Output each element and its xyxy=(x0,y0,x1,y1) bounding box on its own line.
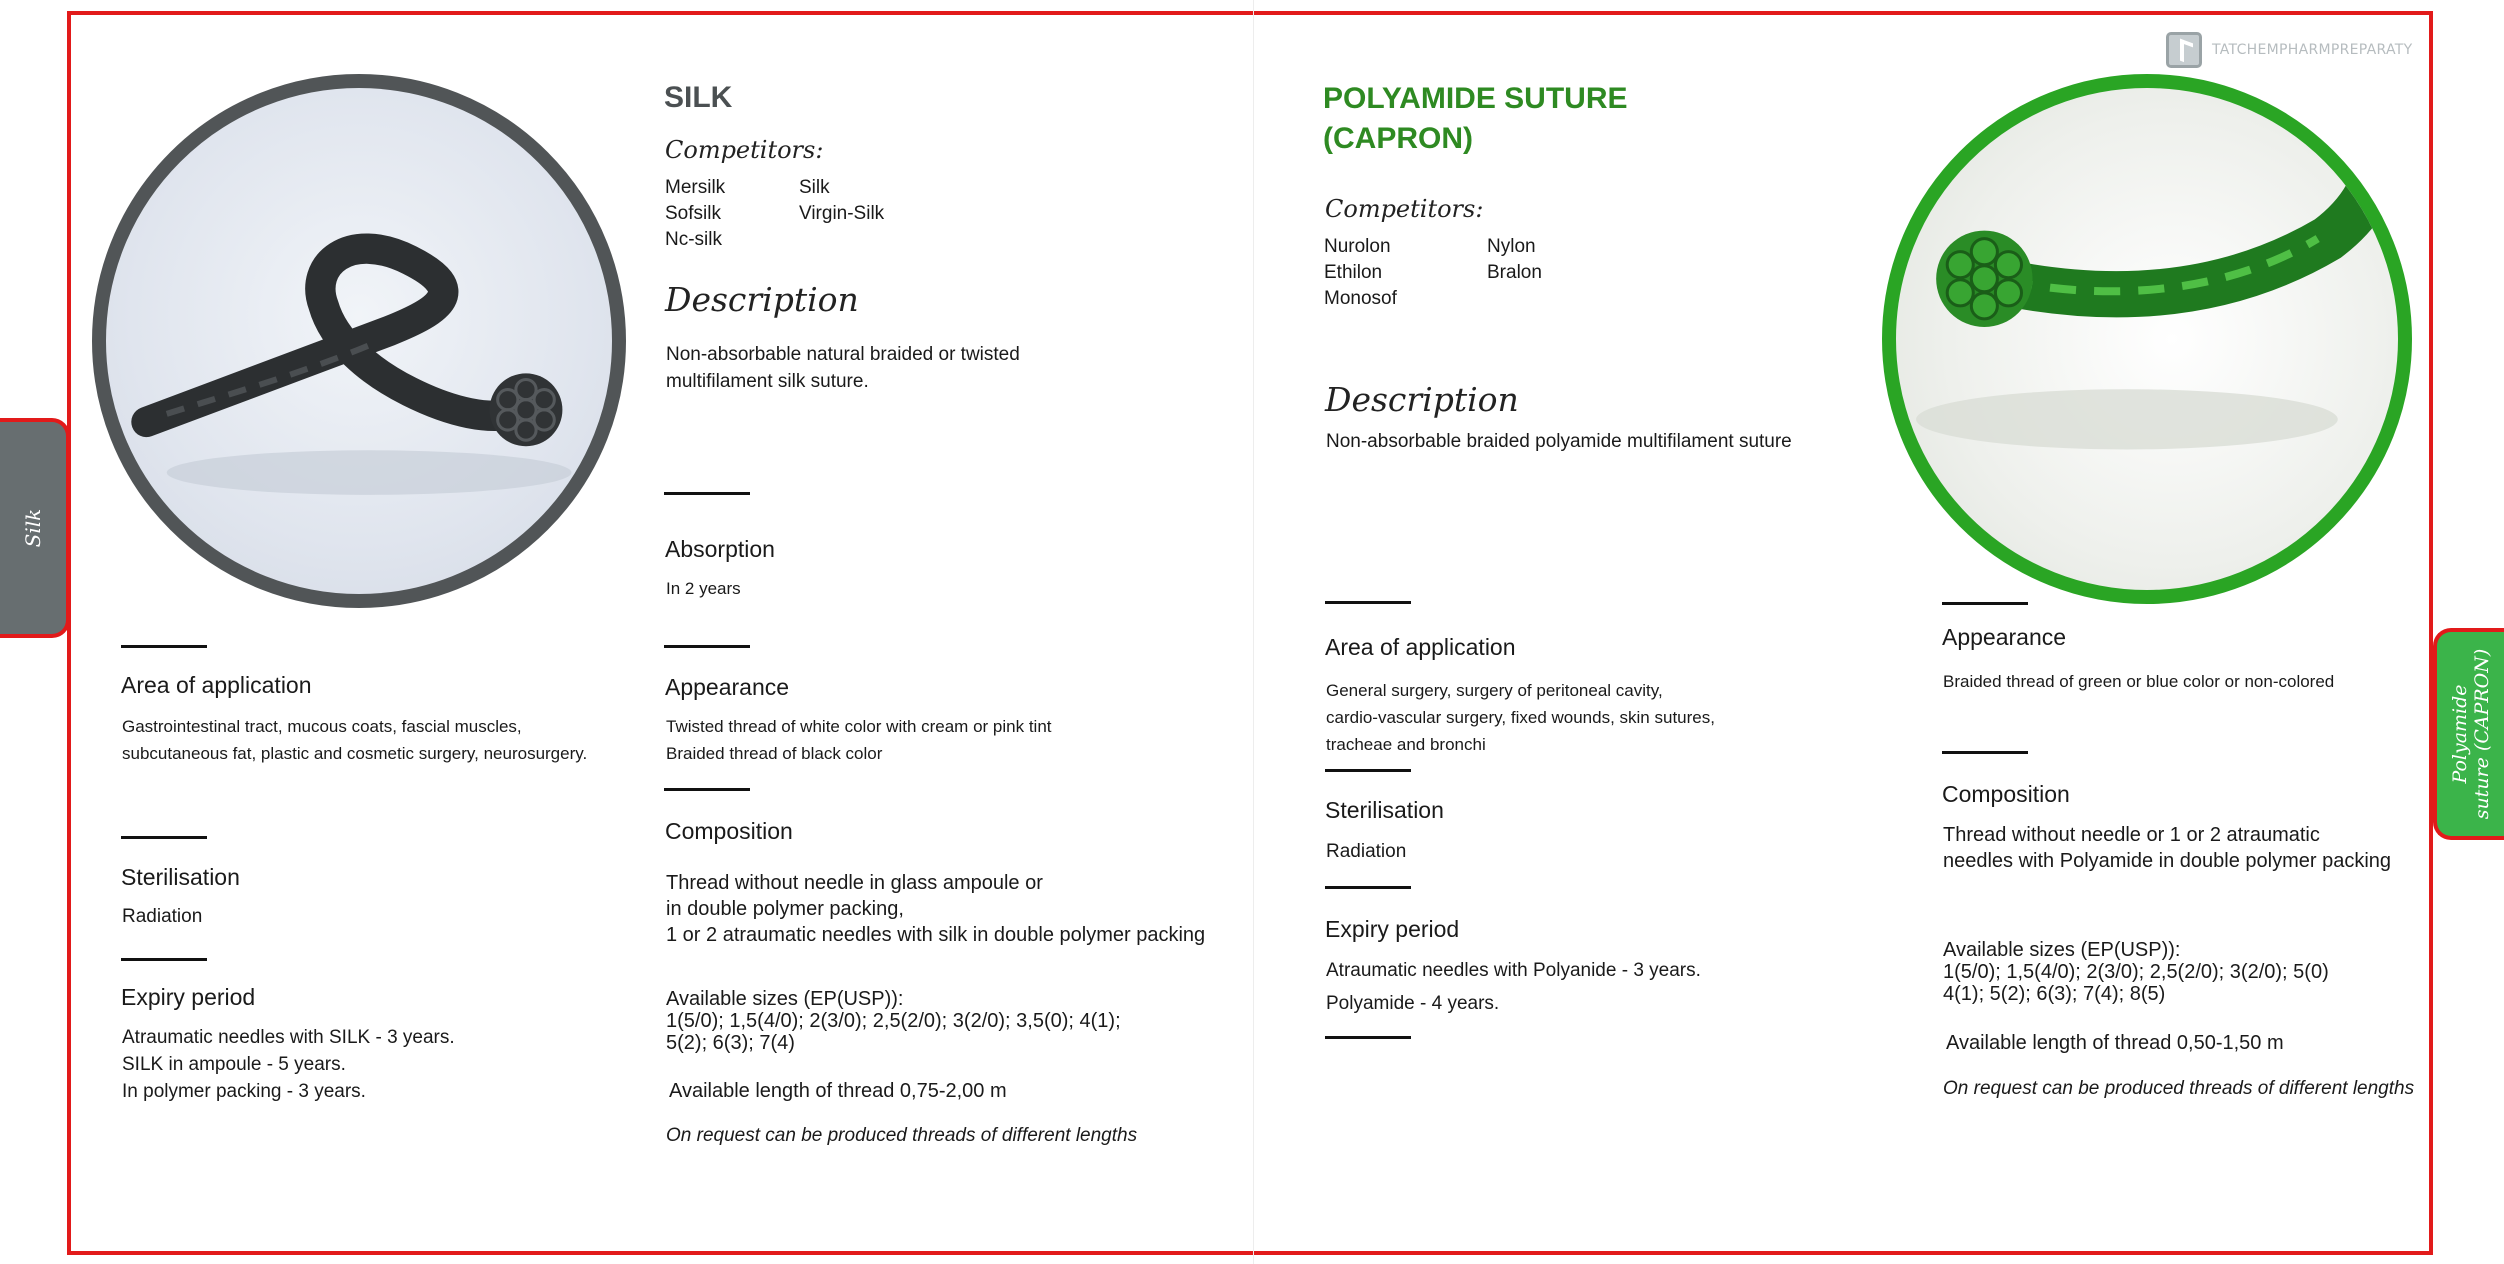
silk-appearance-line: Twisted thread of white color with cream or pink tint xyxy=(666,717,1052,736)
divider xyxy=(1325,886,1411,889)
capron-sizes xyxy=(1943,939,2329,1005)
capron-sizes-line: 1(5/0); 1,5(4/0); 2(3/0); 2,5(2/0); 3(2/0); 5(0) xyxy=(1943,961,2329,983)
silk-competitor: Virgin-Silk xyxy=(799,203,885,224)
silk-expiry-line: SILK in ampoule - 5 years. xyxy=(122,1054,346,1075)
capron-area-line: cardio-vascular surgery, fixed wounds, skin sutures, xyxy=(1326,708,1715,727)
silk-absorption-text: In 2 years xyxy=(666,579,741,598)
silk-composition-text xyxy=(666,870,1205,948)
capron-sizes-label: Available sizes (EP(USP)): xyxy=(1943,939,2181,961)
silk-competitor: Nc-silk xyxy=(665,229,722,250)
silk-sizes-line: 5(2); 6(3); 7(4) xyxy=(666,1032,795,1054)
capron-length: Available length of thread 0,50-1,50 m xyxy=(1946,1032,2284,1054)
silk-expiry-line: In polymer packing - 3 years. xyxy=(122,1081,366,1102)
capron-competitors-heading: Competitors: xyxy=(1325,195,1484,223)
divider xyxy=(1942,602,2028,605)
capron-side-tab-label xyxy=(2449,649,2493,820)
capron-expiry-line: Atraumatic needles with Polyanide - 3 years. xyxy=(1326,960,1701,981)
divider xyxy=(1942,751,2028,754)
silk-sizes-label: Available sizes (EP(USP)): xyxy=(666,988,904,1010)
capron-competitor: Nurolon xyxy=(1324,236,1391,257)
capron-side-tab-line-1: Polyamide xyxy=(2448,684,2471,784)
silk-expiry-line: Atraumatic needles with SILK - 3 years. xyxy=(122,1027,455,1048)
capron-sterilisation-heading: Sterilisation xyxy=(1325,797,1444,823)
silk-expiry-heading: Expiry period xyxy=(121,984,256,1010)
capron-composition-line: Thread without needle or 1 or 2 atraumatic xyxy=(1943,824,2320,846)
silk-competitors-list xyxy=(665,175,969,253)
brand xyxy=(2166,32,2412,68)
capron-area-heading: Area of application xyxy=(1325,634,1516,660)
silk-area-text xyxy=(122,713,587,767)
silk-composition-line: 1 or 2 atraumatic needles with silk in double polymer packing xyxy=(666,924,1206,946)
silk-area-line: subcutaneous fat, plastic and cosmetic surgery, neurosurgery. xyxy=(122,744,588,763)
capron-side-tab-line-2: suture (CAPRON) xyxy=(2470,648,2493,820)
silk-composition-line: in double polymer packing, xyxy=(666,898,904,920)
silk-description-line: Non-absorbable natural braided or twisted xyxy=(666,344,1020,365)
capron-sizes-line: 4(1); 5(2); 6(3); 7(4); 8(5) xyxy=(1943,983,2166,1005)
silk-composition-line: Thread without needle in glass ampoule or xyxy=(666,872,1043,894)
silk-description-heading: Description xyxy=(665,280,859,319)
divider xyxy=(1325,1036,1411,1039)
silk-competitors-heading: Competitors: xyxy=(665,136,824,164)
silk-thread-illustration xyxy=(106,88,612,594)
capron-sterilisation-text: Radiation xyxy=(1326,841,1407,862)
silk-absorption-heading: Absorption xyxy=(665,536,775,562)
silk-expiry-text xyxy=(122,1024,455,1105)
silk-title: SILK xyxy=(664,81,733,114)
center-fold xyxy=(1253,0,1254,1264)
capron-appearance-text: Braided thread of green or blue color or non-colored xyxy=(1943,672,2335,691)
silk-description-line: multifilament silk suture. xyxy=(666,371,869,392)
silk-sterilisation-heading: Sterilisation xyxy=(121,864,240,890)
silk-appearance-line: Braided thread of black color xyxy=(666,744,883,763)
silk-thread-photo xyxy=(92,74,626,608)
divider xyxy=(1325,601,1411,604)
silk-sizes-line: 1(5/0); 1,5(4/0); 2(3/0); 2,5(2/0); 3(2/0); 3,5(0); 4(1); xyxy=(666,1010,1121,1032)
capron-competitor: Monosof xyxy=(1324,288,1397,309)
divider xyxy=(121,958,207,961)
silk-composition-heading: Composition xyxy=(665,818,793,844)
capron-thread-photo xyxy=(1882,74,2412,604)
brand-name: TATCHEMPHARMPREPARATY xyxy=(2212,42,2413,58)
divider xyxy=(121,645,207,648)
capron-title-line-2: (CAPRON) xyxy=(1323,122,1473,155)
silk-length: Available length of thread 0,75-2,00 m xyxy=(669,1080,1007,1102)
capron-title-line-1: POLYAMIDE SUTURE xyxy=(1323,82,1628,115)
silk-sterilisation-text: Radiation xyxy=(122,906,203,927)
capron-appearance-heading: Appearance xyxy=(1942,624,2067,650)
capron-competitors-list xyxy=(1324,234,1657,312)
silk-side-tab[interactable] xyxy=(0,418,70,638)
silk-description xyxy=(666,341,1020,395)
silk-competitor: Sofsilk xyxy=(665,203,721,224)
capron-thread-illustration xyxy=(1896,88,2398,590)
capron-composition-text xyxy=(1943,822,2391,874)
silk-competitor: Mersilk xyxy=(665,177,726,198)
divider xyxy=(664,492,750,495)
silk-area-line: Gastrointestinal tract, mucous coats, fascial muscles, xyxy=(122,717,522,736)
divider xyxy=(121,836,207,839)
capron-side-tab[interactable] xyxy=(2433,628,2504,840)
capron-composition-line: needles with Polyamide in double polymer packing xyxy=(1943,850,2392,872)
silk-side-tab-label: Silk xyxy=(21,508,45,548)
capron-expiry-line: Polyamide - 4 years. xyxy=(1326,993,1500,1014)
silk-appearance-heading: Appearance xyxy=(665,674,790,700)
capron-competitor: Bralon xyxy=(1487,262,1542,283)
capron-request-note: On request can be produced threads of different lengths xyxy=(1943,1078,2415,1099)
capron-competitor: Ethilon xyxy=(1324,262,1383,283)
silk-appearance-text xyxy=(666,713,1052,767)
capron-composition-heading: Composition xyxy=(1942,781,2070,807)
silk-competitor: Silk xyxy=(799,177,830,198)
capron-expiry-heading: Expiry period xyxy=(1325,916,1460,942)
capron-area-line: tracheae and bronchi xyxy=(1326,735,1486,754)
capron-area-line: General surgery, surgery of peritoneal cavity, xyxy=(1326,681,1663,700)
silk-sizes xyxy=(666,988,1121,1054)
divider xyxy=(664,788,750,791)
silk-area-heading: Area of application xyxy=(121,672,312,698)
brand-logo-icon xyxy=(2166,32,2202,68)
divider xyxy=(664,645,750,648)
capron-description: Non-absorbable braided polyamide multifilament suture xyxy=(1326,431,1792,452)
silk-request-note: On request can be produced threads of different lengths xyxy=(666,1125,1138,1146)
divider xyxy=(1325,769,1411,772)
capron-title xyxy=(1323,79,1628,159)
capron-competitor: Nylon xyxy=(1487,236,1536,257)
capron-area-text xyxy=(1326,677,1715,758)
capron-expiry-text xyxy=(1326,957,1701,1017)
capron-description-heading: Description xyxy=(1325,380,1519,419)
